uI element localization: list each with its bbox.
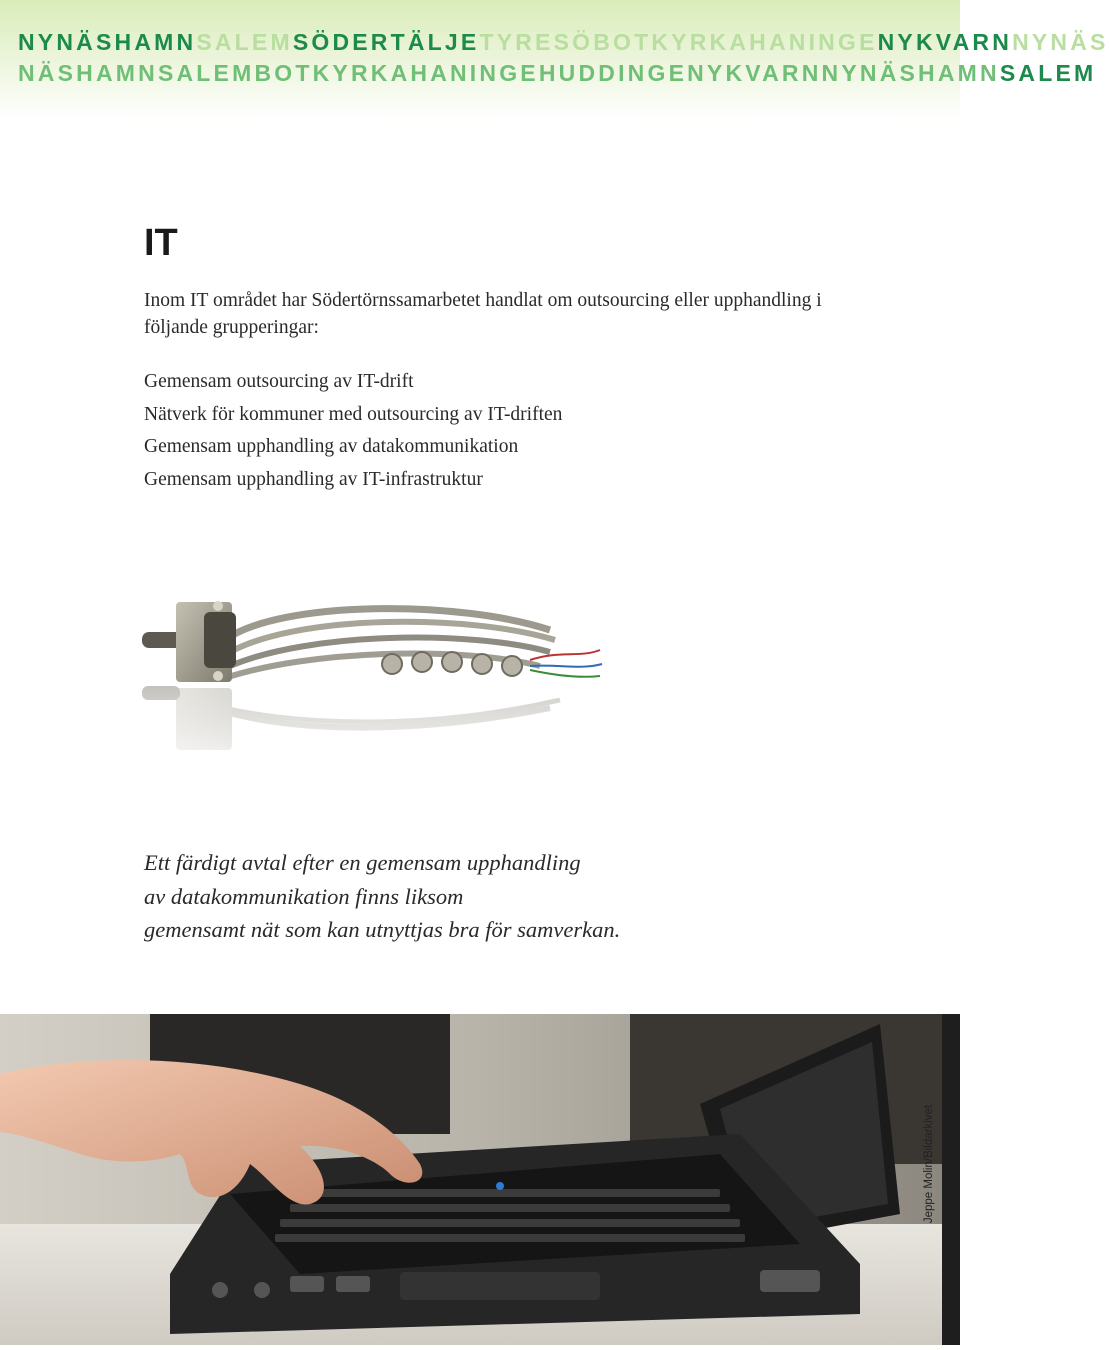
town-name: TYRESÖBOTKYRKAHANINGE [479, 29, 878, 55]
town-name: NYNÄSHAMN [18, 29, 197, 55]
list-item: Gemensam outsourcing av IT-drift [144, 371, 414, 392]
town-name: SALEM [196, 29, 293, 55]
town-names-row-1 [18, 31, 1109, 54]
header-band [0, 0, 1109, 120]
list-item: Gemensam upphandling av IT-infrastruktur [144, 468, 483, 490]
quote-line: Ett färdigt avtal efter en gemensam upphandling [144, 850, 581, 875]
town-names-row-2 [18, 62, 1096, 85]
cable-photo [130, 580, 630, 780]
photo-credit: Jeppe Molin/Bildarkivet [923, 1104, 935, 1224]
list-item: Nätverk för kommuner med outsourcing av IT-driften [144, 403, 563, 425]
laptop-illustration [0, 1014, 942, 1345]
town-name: NYKVARN [877, 29, 1013, 55]
page-title: IT [144, 222, 178, 264]
town-name: NYNÄS [1012, 29, 1109, 55]
quote-line: av datakommunikation finns liksom [144, 883, 464, 909]
town-name: SALEM [999, 60, 1097, 86]
dark-edge-strip [942, 1014, 960, 1345]
quote-line: gemensamt nät som kan utnyttjas bra för samverkan. [144, 917, 621, 942]
list-item: Gemensam upphandling av datakommunikation [144, 436, 519, 457]
intro-paragraph: Inom IT området har Södertörnssamarbetet handlat om outsourcing eller upphandling i följande grupperingar: [144, 290, 822, 338]
town-name: SÖDERTÄLJE [292, 29, 480, 55]
town-name: NÄSHAMNSALEMBOTKYRKAHANINGEHUDDINGENYKVARNNYNÄSHAMN [18, 60, 1000, 86]
laptop-photo [0, 1014, 942, 1345]
grouping-list [144, 366, 562, 496]
quote-text [144, 846, 864, 947]
